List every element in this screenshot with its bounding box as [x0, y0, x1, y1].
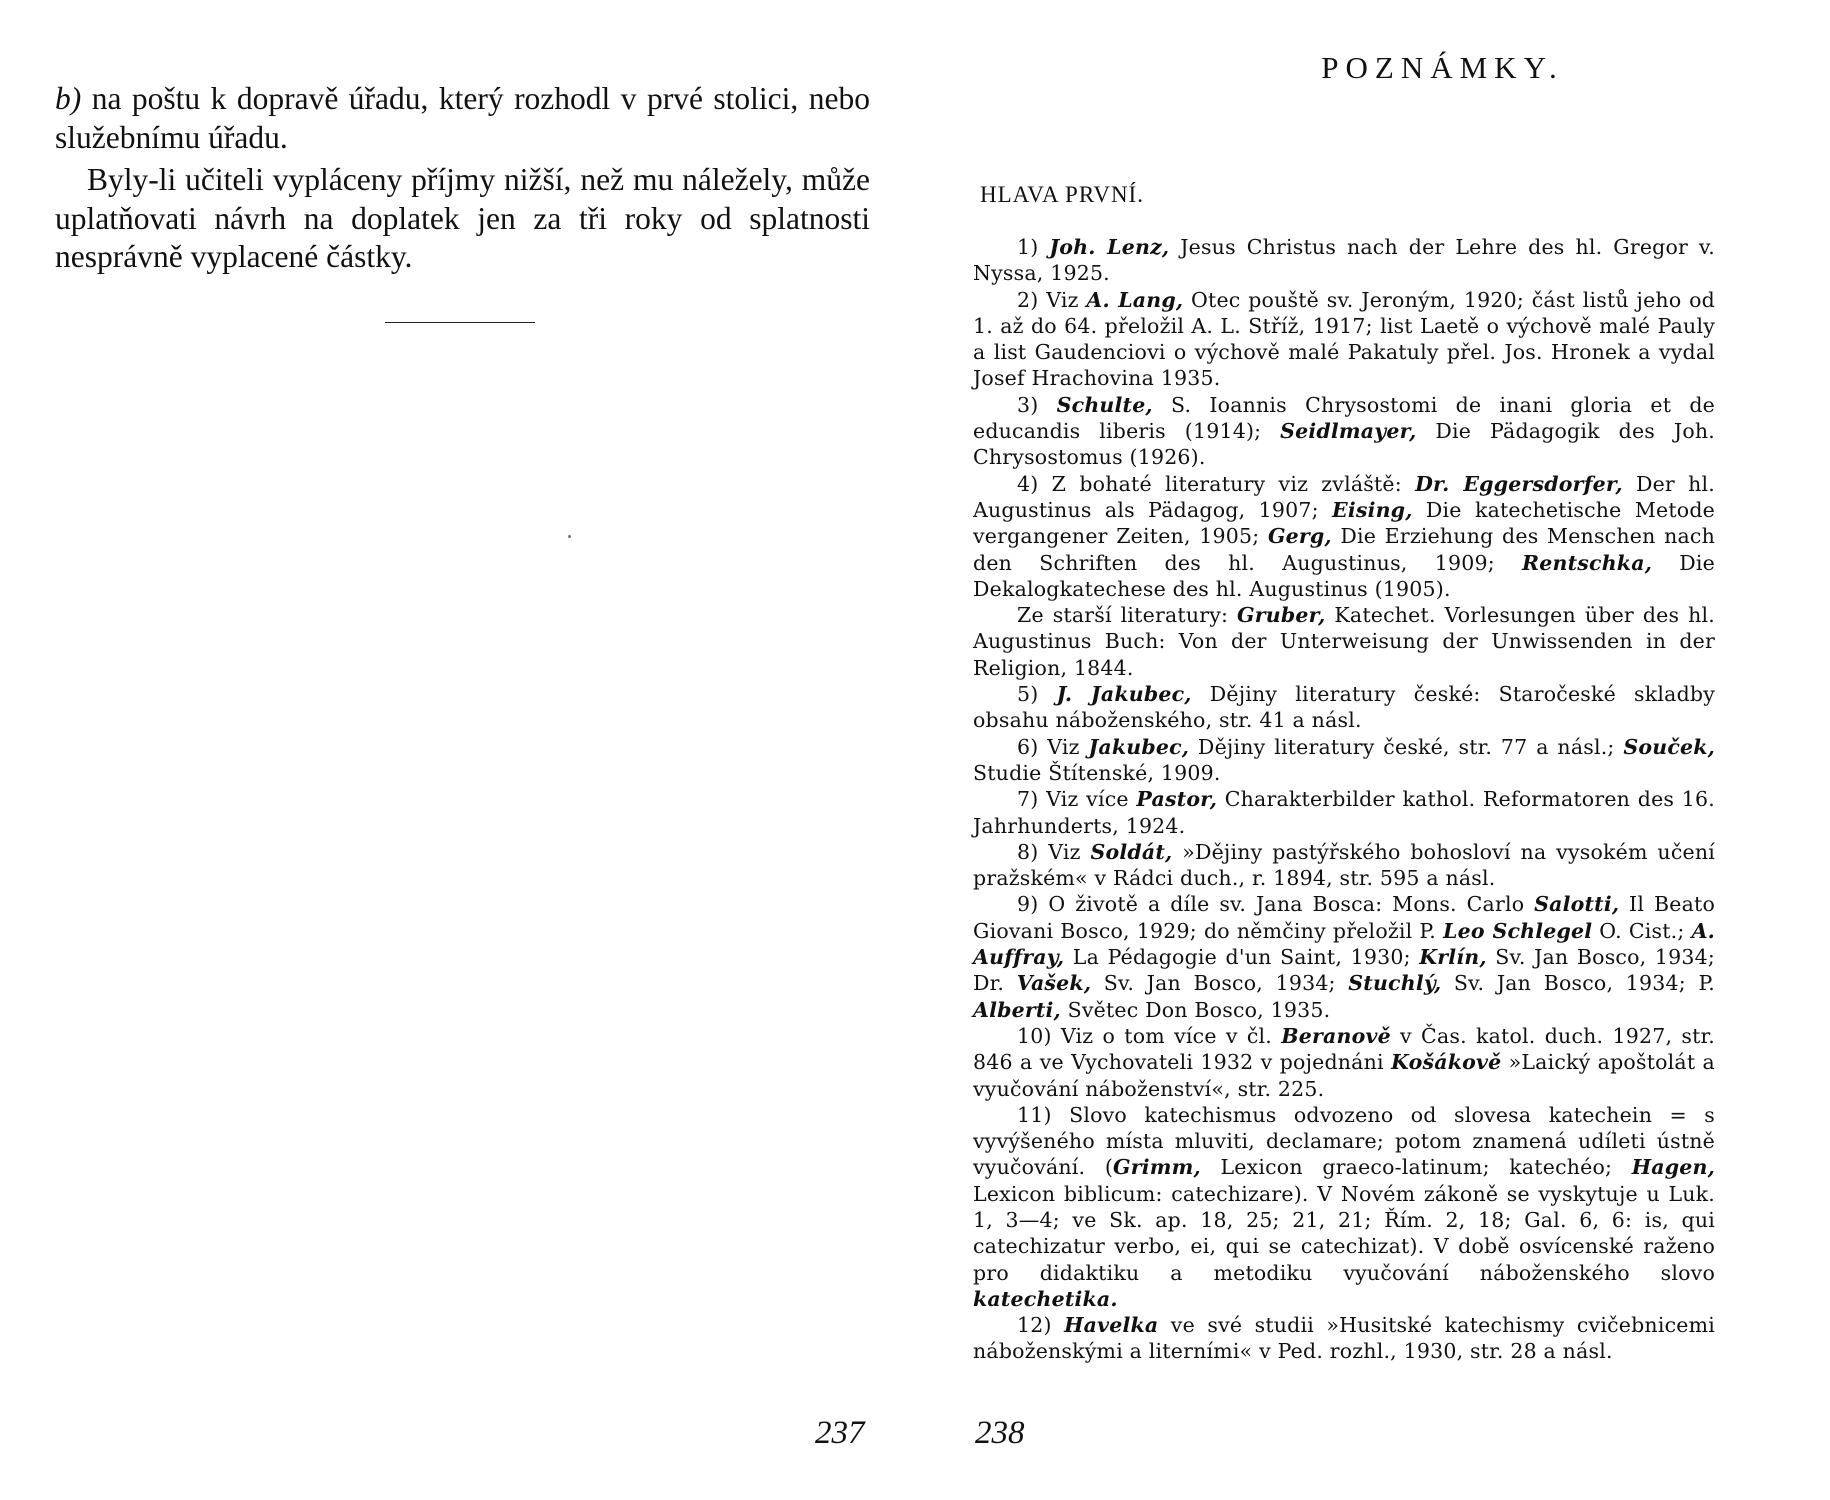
footnote-text: Sv. Jan Bosco, 1934; P.: [1441, 971, 1716, 996]
right-page: [915, 0, 1830, 1500]
footnote: [973, 392, 1715, 471]
footnote-marker: 4): [1017, 471, 1039, 496]
footnote-author: J. Jakubec,: [1056, 682, 1192, 707]
footnote-author: Jakubec,: [1088, 734, 1190, 759]
page-number-right: 238: [975, 1415, 1025, 1451]
footnote-author: Salotti,: [1534, 892, 1620, 917]
footnote-author: Eising,: [1332, 497, 1413, 522]
footnote-author: Hagen,: [1631, 1155, 1715, 1180]
footnote-author: Souček,: [1623, 734, 1715, 759]
footnote-marker: 8): [1017, 839, 1039, 864]
paragraph-1-text: na poštu k dopravě úřadu, který rozhodl v prvé stolici, nebo služebnímu úřadu.: [55, 81, 870, 155]
footnote-author: Soldát,: [1090, 839, 1173, 864]
footnote-text: Světec Don Bosco, 1935.: [1060, 997, 1331, 1022]
footnote: [973, 734, 1715, 787]
footnote-author: Vašek,: [1016, 971, 1092, 996]
footnote-author: A. Lang,: [1086, 287, 1184, 312]
footnote-text: La Pédagogie d'un Saint, 1930;: [1064, 945, 1420, 970]
footnote-marker: 3): [1017, 392, 1039, 417]
paragraph-1-label: b): [55, 81, 82, 116]
footnote-text: Jesus Christus nach der Lehre des hl. Gregor v. Nyssa, 1925.: [973, 235, 1715, 286]
footnote: [973, 287, 1715, 392]
footnote-text: [1052, 1313, 1064, 1337]
footnote-marker: 11): [1017, 1102, 1052, 1127]
footnote-text: [1038, 393, 1056, 417]
footnote-author: Košákově: [1391, 1050, 1502, 1075]
paragraph-2: Byly-li učiteli vypláceny příjmy nižší, než mu náležely, může uplatňovati návrh na doplatek jen za tři roky od splatnosti nesprávně vyplacené částky.: [55, 162, 870, 274]
footnote-text: Die Dekalogkatechese des hl. Augustinus (1905).: [973, 550, 1715, 601]
chapter-heading: HLAVA PRVNÍ.: [980, 182, 1144, 207]
footnote: [973, 1102, 1715, 1312]
footnote-author: Krlín,: [1419, 945, 1487, 970]
footnote: [973, 1312, 1715, 1365]
footnote-text: Viz více: [1038, 787, 1137, 812]
footnote-marker: 5): [1017, 682, 1039, 707]
footnote-text: Otec pouště sv. Jeroným, 1920; část listů jeho od 1. až do 64. přeložil A. L. Stříž, 1917; list Laetě o výchově malé Pauly a list Gaudenciovi o výchově malé Pakatuly přel. Jos. Hronek a vydal Josef Hrachovina 1935.: [973, 287, 1715, 391]
footnote: [973, 891, 1715, 1022]
footnote-author: Grimm,: [1113, 1155, 1201, 1180]
footnote-author: Havelka: [1064, 1313, 1159, 1338]
footnote-text: Lexicon graeco-latinum; katechéo;: [1200, 1155, 1632, 1180]
footnote-author: Beranově: [1281, 1023, 1391, 1048]
footnote-text: Die Erziehung des Menschen nach den Schriften des hl. Augustinus, 1909;: [973, 524, 1715, 575]
footnote-author: Pastor,: [1136, 787, 1218, 812]
footnote: [973, 1023, 1715, 1102]
footnote-text: Studie Štítenské, 1909.: [973, 760, 1221, 785]
footnote-author: Joh. Lenz,: [1049, 235, 1170, 259]
footnote-author: Schulte,: [1056, 392, 1153, 417]
footnote-marker: 6): [1017, 734, 1039, 759]
footnote-text: v Čas. katol. duch. 1927, str. 846 a ve Vychovateli 1932 v pojednáni: [973, 1023, 1715, 1075]
footnote-text: Viz: [1038, 839, 1091, 864]
footnote-marker: 9): [1017, 892, 1039, 917]
footnote-text: Viz: [1038, 734, 1089, 759]
footnote: [973, 234, 1715, 287]
footnote-text: Il Beato Giovani Bosco, 1929; do němčiny přeložil P.: [973, 892, 1715, 943]
footnote-author: Seidlmayer,: [1280, 419, 1417, 444]
footnote-text: O. Cist.;: [1592, 918, 1692, 943]
footnote-text: Viz: [1038, 287, 1087, 312]
footnote-author: Stuchlý,: [1348, 971, 1442, 996]
footnote-marker: 12): [1017, 1313, 1052, 1338]
footnote-author: Dr. Eggersdorfer,: [1415, 471, 1623, 496]
paragraph-1: [55, 80, 870, 157]
footnote-text: »Laický apoštolát a vyučování náboženství«, str. 225.: [973, 1050, 1715, 1101]
footnote: [973, 681, 1715, 734]
footnote-author: katechetika.: [973, 1286, 1118, 1311]
footnote-text: »Dějiny pastýřského bohosloví na vysokém učení pražském« v Rádci duch., r. 1894, str. 595 a násl.: [973, 839, 1715, 891]
page-title: POZNÁMKY.: [1321, 50, 1564, 85]
footnote-text: Die Pädagogik des Joh. Chrysostomus (1926).: [973, 419, 1715, 470]
footnote-marker: 2): [1017, 287, 1039, 312]
footnote-text: Katechet. Vorlesungen über des hl. Augustinus Buch: Von der Unterweisung der Unwissenden in der Religion, 1844.: [973, 603, 1715, 680]
notes-list: [973, 234, 1715, 1365]
footnote-author: Alberti,: [973, 997, 1061, 1022]
footnote-text: [1038, 235, 1049, 259]
footnote: [973, 839, 1715, 892]
footnote-text: Dějiny literatury české, str. 77 a násl.;: [1189, 734, 1624, 759]
footnote-text: Z bohaté literatury viz zvláště:: [1038, 471, 1416, 496]
footnote-author: A. Auffray,: [973, 918, 1716, 970]
footnote-text: O životě a díle sv. Jana Bosca: Mons. Carlo: [1038, 892, 1535, 917]
footnote-text: Charakterbilder kathol. Reformatoren des 16. Jahrhunderts, 1924.: [973, 787, 1715, 838]
footnote-text: Lexicon biblicum: catechizare). V Novém zákoně se vyskytuje u Luk. 1, 3—4; ve Sk. ap. 18, 25; 21, 21; Řím. 2, 18; Gal. 6, 6: is, qui catechizatur verbo, ei, qui se catechizat). V době osvícenské raženo pro didaktiku a metodiku vyučování náboženského slovo: [973, 1181, 1715, 1285]
footnote: [973, 786, 1715, 839]
page-number-left: 237: [815, 1415, 865, 1451]
footnote-text: ve své studii »Husitské katechismy cvičebnicemi náboženskými a literními« v Ped. rozhl., 1930, str. 28 a násl.: [973, 1313, 1715, 1364]
footnote-text: Sv. Jan Bosco, 1934;: [1091, 971, 1349, 996]
footnote-text: Dějiny literatury české: Staročeské skladby obsahu náboženského, str. 41 a násl.: [973, 682, 1716, 733]
footnote-text: S. Ioannis Chrysostomi de inani gloria et de educandis liberis (1914);: [973, 392, 1715, 444]
footnote-author: Rentschka,: [1522, 550, 1653, 575]
footnote: [973, 471, 1715, 602]
section-divider: [385, 322, 535, 323]
left-page-body: [55, 80, 870, 281]
ink-speck: [568, 535, 571, 538]
footnote-text: Die katechetische Metode vergangener Zeiten, 1905;: [973, 497, 1716, 549]
footnote-author: Gerg,: [1267, 524, 1332, 549]
footnote-text: [1038, 682, 1056, 706]
footnote-text: Slovo katechismus odvozeno od slovesa katechein = s vyvýšeného místa mluviti, declamare; potom znamená udíleti ústně vyučování. (: [973, 1102, 1715, 1180]
footnote-marker: 10): [1017, 1023, 1052, 1048]
footnote-text: Der hl. Augustinus als Pädagog, 1907;: [973, 471, 1716, 522]
footnote-author: Gruber,: [1237, 603, 1326, 628]
footnote-text: Sv. Jan Bosco, 1934; Dr.: [973, 945, 1715, 996]
footnote-author: Leo Schlegel: [1443, 918, 1593, 943]
footnote-text: Viz o tom více v čl.: [1051, 1023, 1282, 1048]
footnote: [973, 602, 1715, 681]
footnote-text: Ze starší literatury:: [1017, 603, 1238, 628]
footnote-marker: 7): [1017, 787, 1039, 812]
footnote-marker: 1): [1017, 235, 1039, 259]
